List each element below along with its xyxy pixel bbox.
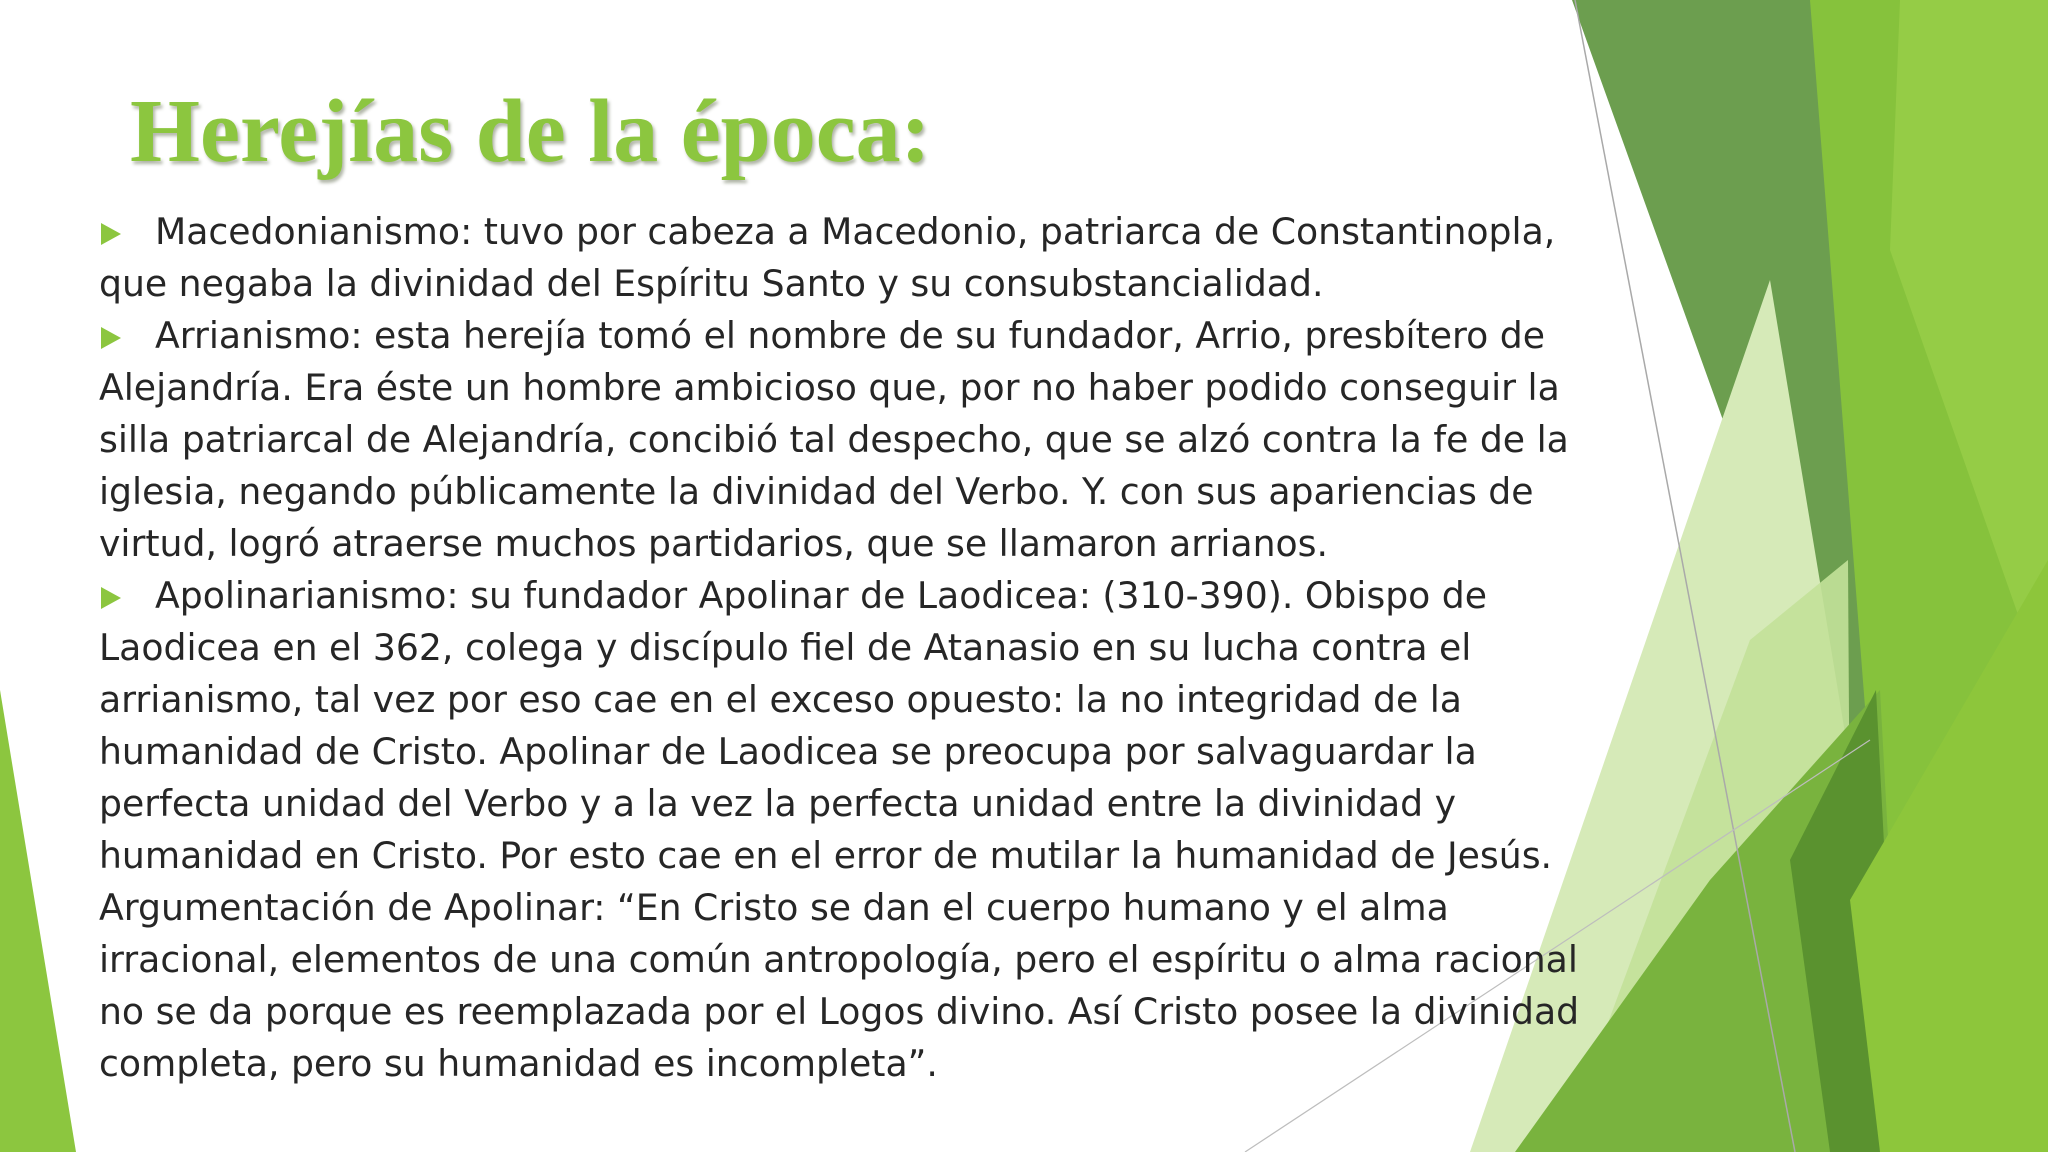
paragraph-text: Macedonianismo: tuvo por cabeza a Macedonio, patriarca de Constantinopla, que negaba la divinidad del Espíritu Santo y su consubstancialidad. [99,210,1556,305]
slide-body [99,206,1609,1090]
triangle-bullet-icon [101,223,121,245]
slide-title: Herejías de la época: [130,82,931,181]
list-item-apolinarianismo [99,570,1609,1090]
triangle-bullet-icon [101,327,121,349]
decor-left-green-sliver [0,690,76,1152]
triangle-bullet-icon [101,587,121,609]
paragraph-text: Apolinarianismo: su fundador Apolinar de Laodicea: (310-390). Obispo de Laodicea en el 362, colega y discípulo fiel de Atanasio en su lucha contra el arrianismo, tal vez por eso cae en el exceso opuesto: la no integridad de la humanidad de Cristo. Apolinar de Laodicea se preocupa por salvaguardar la perfecta unidad del Verbo y a la vez la perfecta unidad entre la divinidad y humanidad en Cristo. Por esto cae en el error de mutilar la humanidad de Jesús. Argumentación de Apolinar: “En Cristo se dan el cuerpo humano y el alma irracional, elementos de una común antropología, pero el espíritu o alma racional no se da porque es reemplazada por el Logos divino. Así Cristo posee la divinidad completa, pero su humanidad es incompleta”. [99,574,1580,1085]
list-item-macedonianismo [99,206,1609,310]
paragraph-text: Arrianismo: esta herejía tomó el nombre de su fundador, Arrio, presbítero de Alejandría. Era éste un hombre ambicioso que, por no haber podido conseguir la silla patriarcal de Alejandría, concibió tal despecho, que se alzó contra la fe de la iglesia, negando públicamente la divinidad del Verbo. Y. con sus apariencias de virtud, logró atraerse muchos partidarios, que se llamaron arrianos. [99,314,1569,565]
list-item-arrianismo [99,310,1609,570]
